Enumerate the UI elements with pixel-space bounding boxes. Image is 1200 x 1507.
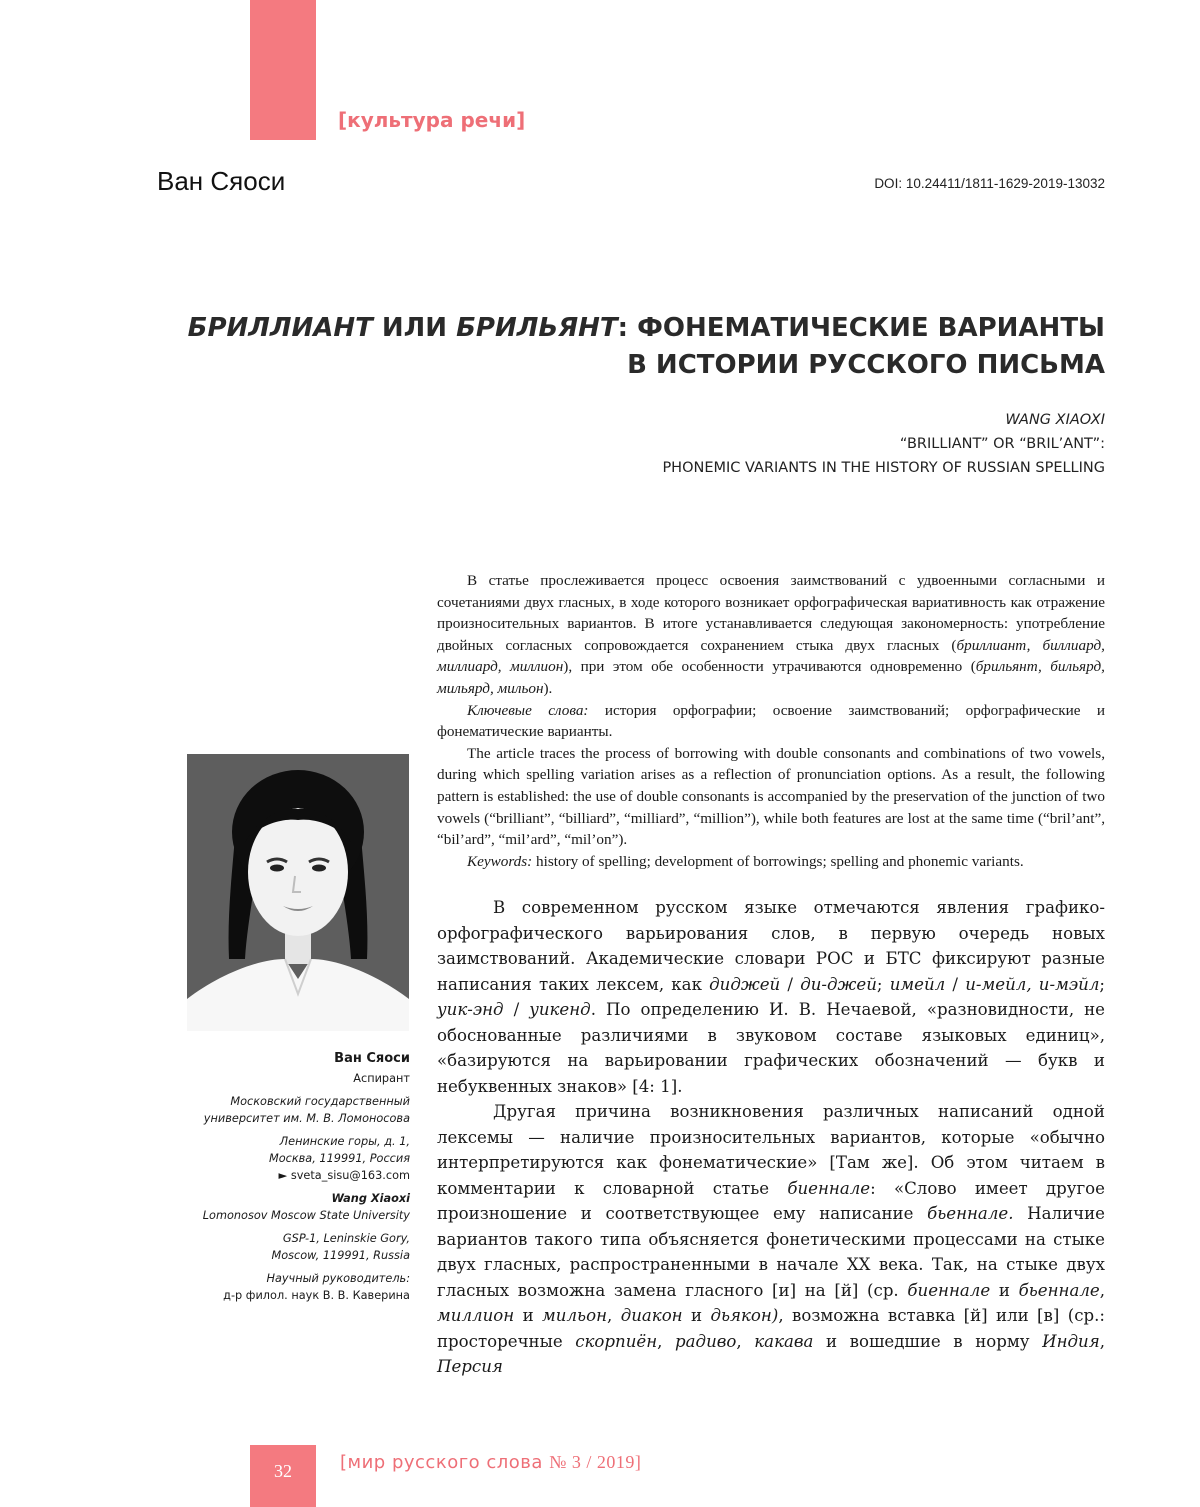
text-run: : «Слово имеет другое произношение и соответствующее ему написание <box>437 1178 1105 1223</box>
text-run: history of spelling; development of borrowings; spelling and phonemic variants. <box>532 852 1024 870</box>
bio-address-ru: Москва, 119991, Россия <box>268 1152 410 1165</box>
journal-issue: № 3 / 2019] <box>549 1452 642 1472</box>
english-header <box>662 408 1105 480</box>
text-run: бьеннале. <box>927 1204 1014 1223</box>
text-run: бриллиант, биллиард, миллиард, миллион <box>437 636 1105 676</box>
page-number: 32 <box>274 1461 292 1481</box>
text-run: и вошедшие в норму <box>813 1331 1043 1351</box>
text-run: биеннале <box>907 1280 991 1300</box>
text-run: , <box>736 1331 755 1351</box>
title-line-2: В ИСТОРИИ РУССКОГО ПИСЬМА <box>627 350 1105 380</box>
title-word: БРИЛЬЯНТ <box>456 313 618 343</box>
text-run: уикенд <box>529 1000 591 1019</box>
portrait-illustration <box>187 754 409 1031</box>
text-run: радиво <box>675 1331 737 1351</box>
text-run: какава <box>754 1331 814 1351</box>
author-photo <box>187 754 409 1031</box>
text-run: / <box>780 974 801 994</box>
text-run: имейл <box>889 974 946 994</box>
text-run: брильянт, бильярд, мильярд, мильон <box>437 658 1105 697</box>
text-run: ), при этом обе особенности утрачиваются одновременно ( <box>563 658 976 676</box>
body-paragraph <box>437 1099 1105 1380</box>
text-run: бьеннале <box>1018 1280 1100 1300</box>
abstract-en: The article traces the process of borrowing with double consonants and combinations of two vowels, during which spelling variation arises as a reflection of pronunciation options. As a result, the following pattern is established: the use of double consonants is accompanied by the preservation of the junction of two vowels (“brilliant”, “billiard”, “milliard”, “million”), while both features are lost at the same time (“bril’ant”, “bil’ard”, “mil’ard”, “mil’on”). <box>437 744 1105 849</box>
text-run: история орфографии; освоение заимствований; орфографические и фонематические варианты. <box>437 701 1105 741</box>
text-run: диджей <box>709 974 781 994</box>
english-title-line-1: “BRILLIANT” OR “BRIL’ANT”: <box>899 436 1105 452</box>
text-run: , <box>1099 1280 1106 1300</box>
abstract-ru <box>437 570 1105 700</box>
text-run: В статье прослеживается процесс освоения заимствований с удвоенными согласными и сочетаниями двух гласных, в ходе которого возникает орфографическая вариативность как отражение произносительных вариантов. В итоге устанавливается следующая закономерность: употребление двойных согласных сопровождается сохранением стыка двух гласных ( <box>437 572 1105 654</box>
text-run: скорпиён <box>575 1331 658 1351</box>
text-run: ; <box>1099 974 1106 994</box>
bio-address-ru: Ленинские горы, д. 1, <box>279 1135 410 1148</box>
text-run: и <box>514 1306 543 1325</box>
title-word: ИЛИ <box>372 313 457 343</box>
journal-footer <box>340 1452 641 1473</box>
title-word: : ФОНЕМАТИЧЕСКИЕ ВАРИАНТЫ <box>617 313 1105 343</box>
running-author: Ван Сяоси <box>157 166 286 196</box>
text-run: В современном русском языке отмечаются явления графико-орфографического варьирования слов, в первую очередь новых заимствований. Академические словари РОС и БТС фиксируют разные написания таких лексем, как <box>437 898 1105 994</box>
text-run: биеннале <box>787 1178 871 1198</box>
top-accent-bar <box>250 0 316 140</box>
title-line-1 <box>145 310 1105 347</box>
abstract <box>437 570 1105 872</box>
keywords-ru <box>437 700 1105 743</box>
bio-name-en: Wang Xiaoxi <box>331 1192 410 1205</box>
text-run: ; <box>876 974 890 994</box>
author-info <box>160 1050 410 1304</box>
text-run: ). <box>543 679 553 697</box>
bio-university-ru: университет им. М. В. Ломоносова <box>203 1112 410 1125</box>
text-run: и <box>682 1306 711 1325</box>
text-run: , <box>657 1331 676 1351</box>
bio-email[interactable]: ► sveta_sisu@163.com <box>278 1169 410 1182</box>
text-run: Индия <box>1042 1331 1100 1351</box>
body-paragraph <box>437 895 1105 1099</box>
english-title-line-2: PHONEMIC VARIANTS IN THE HISTORY OF RUSSIAN SPELLING <box>662 460 1105 476</box>
text-run: дьякон) <box>710 1306 779 1325</box>
bio-university-en: Lomonosov Moscow State University <box>202 1209 410 1222</box>
keywords-label: Ключевые слова: <box>467 701 589 719</box>
text-run: Персия <box>437 1357 503 1376</box>
text-run: Другая причина возникновения различных написаний одной лексемы — наличие произносительных вариантов, которые «обычно интерпретируются как фонематические» [Там же]. Об этом читаем в комментарии к словарной статье <box>437 1102 1105 1198</box>
text-run: / <box>945 974 966 994</box>
section-rubric: [культура речи] <box>338 108 526 132</box>
keywords-label: Keywords: <box>467 852 533 870</box>
text-run: Наличие вариантов такого типа объясняется фонетическими процессами на стыке двух гласных, распространенными в начале XX века. Так, на стыке двух гласных возможна замена гласного [и] на [й] (ср. <box>437 1204 1106 1300</box>
text-run: и-мейл, и-мэйл <box>965 974 1100 994</box>
text-run: / <box>503 1000 530 1019</box>
bio-position: Аспирант <box>353 1072 410 1085</box>
text-run: , возможна вставка [й] или [в] (ср.: просторечные <box>437 1306 1106 1351</box>
bio-name-ru: Ван Сяоси <box>334 1051 410 1066</box>
text-run: , <box>607 1306 621 1325</box>
text-run: диакон <box>620 1306 683 1325</box>
english-author: WANG XIAOXI <box>1005 412 1105 428</box>
journal-name: [мир русского слова <box>340 1452 543 1473</box>
title-word: БРИЛЛИАНТ <box>187 313 373 343</box>
keywords-en <box>437 851 1105 873</box>
bio-advisor: д-р филол. наук В. В. Каверина <box>223 1289 410 1302</box>
text-run: мильон <box>542 1306 608 1325</box>
bio-university-ru: Московский государственный <box>230 1095 410 1108</box>
text-run: ди-джей <box>800 974 877 994</box>
text-run: уик-энд <box>437 1000 504 1019</box>
bio-advisor-label: Научный руководитель: <box>266 1272 410 1285</box>
article-title <box>145 310 1105 384</box>
bio-address-en: GSP-1, Leninskie Gory, <box>282 1232 410 1245</box>
text-run: . По определению И. В. Нечаевой, «разновидности, не обоснованные различиями в звуковом составе языковых единиц», «базируются на варьировании графических обозначений — букв и небуквенных знаков» [4: 1]. <box>437 1000 1105 1096</box>
text-run: и <box>990 1280 1019 1300</box>
bio-address-en: Moscow, 119991, Russia <box>271 1249 410 1262</box>
doi[interactable]: DOI: 10.24411/1811-1629-2019-13032 <box>874 176 1105 191</box>
text-run: миллион <box>437 1306 515 1325</box>
article-body <box>437 895 1105 1380</box>
text-run: , <box>1099 1331 1105 1351</box>
